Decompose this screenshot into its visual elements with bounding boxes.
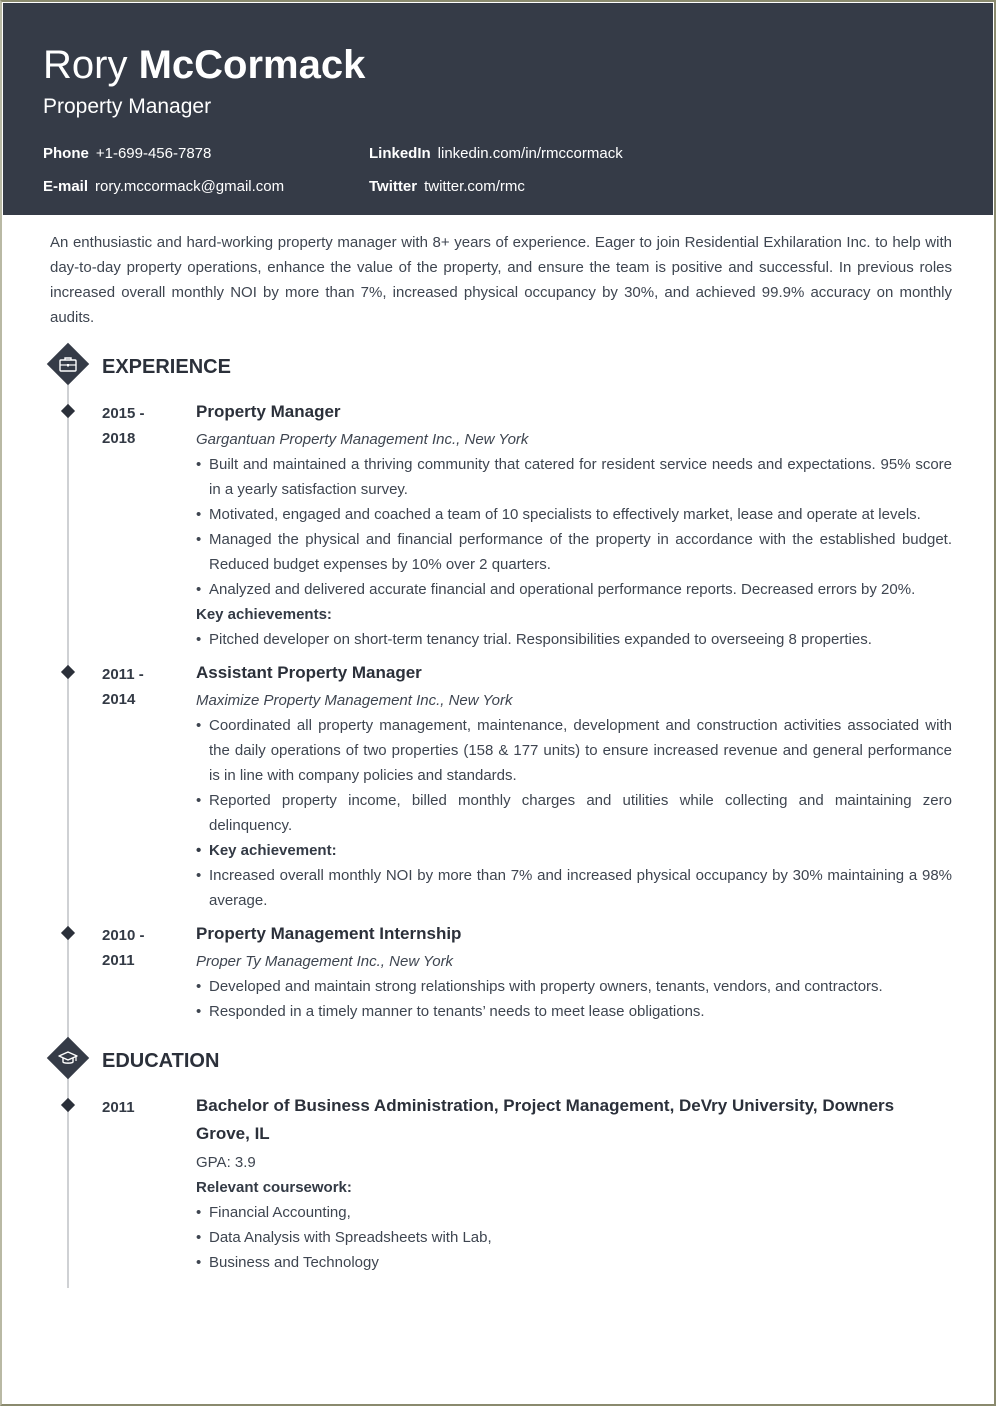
list-item: • Motivated, engaged and coached a team of 10 specialists to effectively market, lease and operate at levels. [196, 502, 952, 527]
list-item: • Reported property income, billed monthly charges and utilities while collecting and maintaining zero delinquency. [196, 788, 952, 838]
job-bullets [196, 452, 952, 602]
contact-email [43, 177, 284, 197]
degree: Bachelor of Business Administration, Project Management, DeVry University, Downers Grove, IL [196, 1096, 895, 1143]
twitter-value[interactable]: twitter.com/rmc [424, 178, 525, 195]
contact-twitter [369, 177, 525, 197]
list-item: • Managed the physical and financial performance of the property in accordance with the established budget. Reduced budget expenses by 10% over 2 quarters. [196, 527, 952, 577]
job-entry [196, 922, 952, 1024]
date-end: 2014 [102, 691, 136, 708]
coursework-list [196, 1200, 952, 1275]
job-date [102, 401, 182, 451]
job-entry [196, 661, 952, 913]
resume-header [3, 3, 993, 215]
job-title: Property Manager [43, 95, 212, 118]
job-date [102, 923, 182, 973]
graduation-cap-icon [57, 1047, 79, 1069]
date-start: 2015 - [102, 405, 145, 422]
list-item: • Coordinated all property management, maintenance, development and construction activities associated with the daily operations of two properties (158 & 177 units) to ensure increased revenue and general performance is in line with company policies and standards. [196, 713, 952, 788]
linkedin-value[interactable]: linkedin.com/in/rmccormack [437, 145, 623, 162]
contact-linkedin [369, 144, 623, 164]
list-item: • Data Analysis with Spreadsheets with Lab, [196, 1225, 952, 1250]
coursework-label: Relevant coursework: [196, 1179, 352, 1196]
date-end: 2011 [102, 952, 135, 969]
email-value[interactable]: rory.mccormack@gmail.com [95, 178, 285, 195]
job-company: Gargantuan Property Management Inc., New York [196, 431, 529, 448]
email-label: E-mail [43, 178, 89, 195]
list-item: • Key achievement: [196, 838, 952, 863]
job-date [102, 662, 182, 712]
phone-label: Phone [43, 145, 89, 162]
list-item: • Increased overall monthly NOI by more than 7% and increased physical occupancy by 30% maintaining a 98% average. [196, 863, 952, 913]
linkedin-label: LinkedIn [369, 145, 431, 162]
achievements-list [196, 627, 952, 652]
date-start: 2010 - [102, 927, 145, 944]
education-heading: EDUCATION [102, 1050, 220, 1072]
list-item: • Pitched developer on short-term tenancy trial. Responsibilities expanded to overseeing 8 properties. [196, 627, 952, 652]
twitter-label: Twitter [369, 178, 418, 195]
job-role: Property Management Internship [196, 924, 462, 943]
date-start: 2011 - [102, 666, 144, 683]
job-bullets [196, 713, 952, 913]
list-item: • Responded in a timely manner to tenants’ needs to meet lease obligations. [196, 999, 952, 1024]
job-entry [196, 400, 952, 652]
phone-value[interactable]: +1-699-456-7878 [95, 145, 212, 162]
job-bullets [196, 974, 952, 1024]
contact-phone [43, 144, 211, 164]
gpa: GPA: 3.9 [196, 1154, 256, 1171]
list-item: • Analyzed and delivered accurate financial and operational performance reports. Decreased errors by 20%. [196, 577, 952, 602]
experience-timeline [67, 385, 69, 1045]
list-item: • Financial Accounting, [196, 1200, 952, 1225]
job-role: Property Manager [196, 402, 341, 421]
achievements-label: Key achievements: [196, 606, 332, 623]
candidate-name [43, 41, 365, 89]
professional-summary: An enthusiastic and hard-working property manager with 8+ years of experience. Eager to join Residential Exhilaration Inc. to help with day-to-day property operations, enhance the value of the property, and ensure the team is positive and successful. In previous roles increased overall monthly NOI by more than 7%, increased physical occupancy by 30%, and achieved 99.9% accuracy on monthly audits. [50, 234, 952, 326]
experience-heading: EXPERIENCE [102, 356, 231, 378]
list-item: • Built and maintained a thriving community that catered for resident service needs and expectations. 95% score in a yearly satisfaction survey. [196, 452, 952, 502]
job-company: Maximize Property Management Inc., New York [196, 692, 513, 709]
education-date: 2011 [102, 1099, 135, 1116]
list-item: • Developed and maintain strong relationships with property owners, tenants, vendors, and contractors. [196, 974, 952, 999]
list-item: • Business and Technology [196, 1250, 952, 1275]
briefcase-icon [57, 353, 79, 375]
job-company: Proper Ty Management Inc., New York [196, 953, 454, 970]
first-name: Rory [43, 43, 128, 87]
job-role: Assistant Property Manager [196, 663, 422, 682]
date-end: 2018 [102, 430, 136, 447]
last-name: McCormack [138, 43, 366, 87]
education-entry [196, 1092, 952, 1275]
